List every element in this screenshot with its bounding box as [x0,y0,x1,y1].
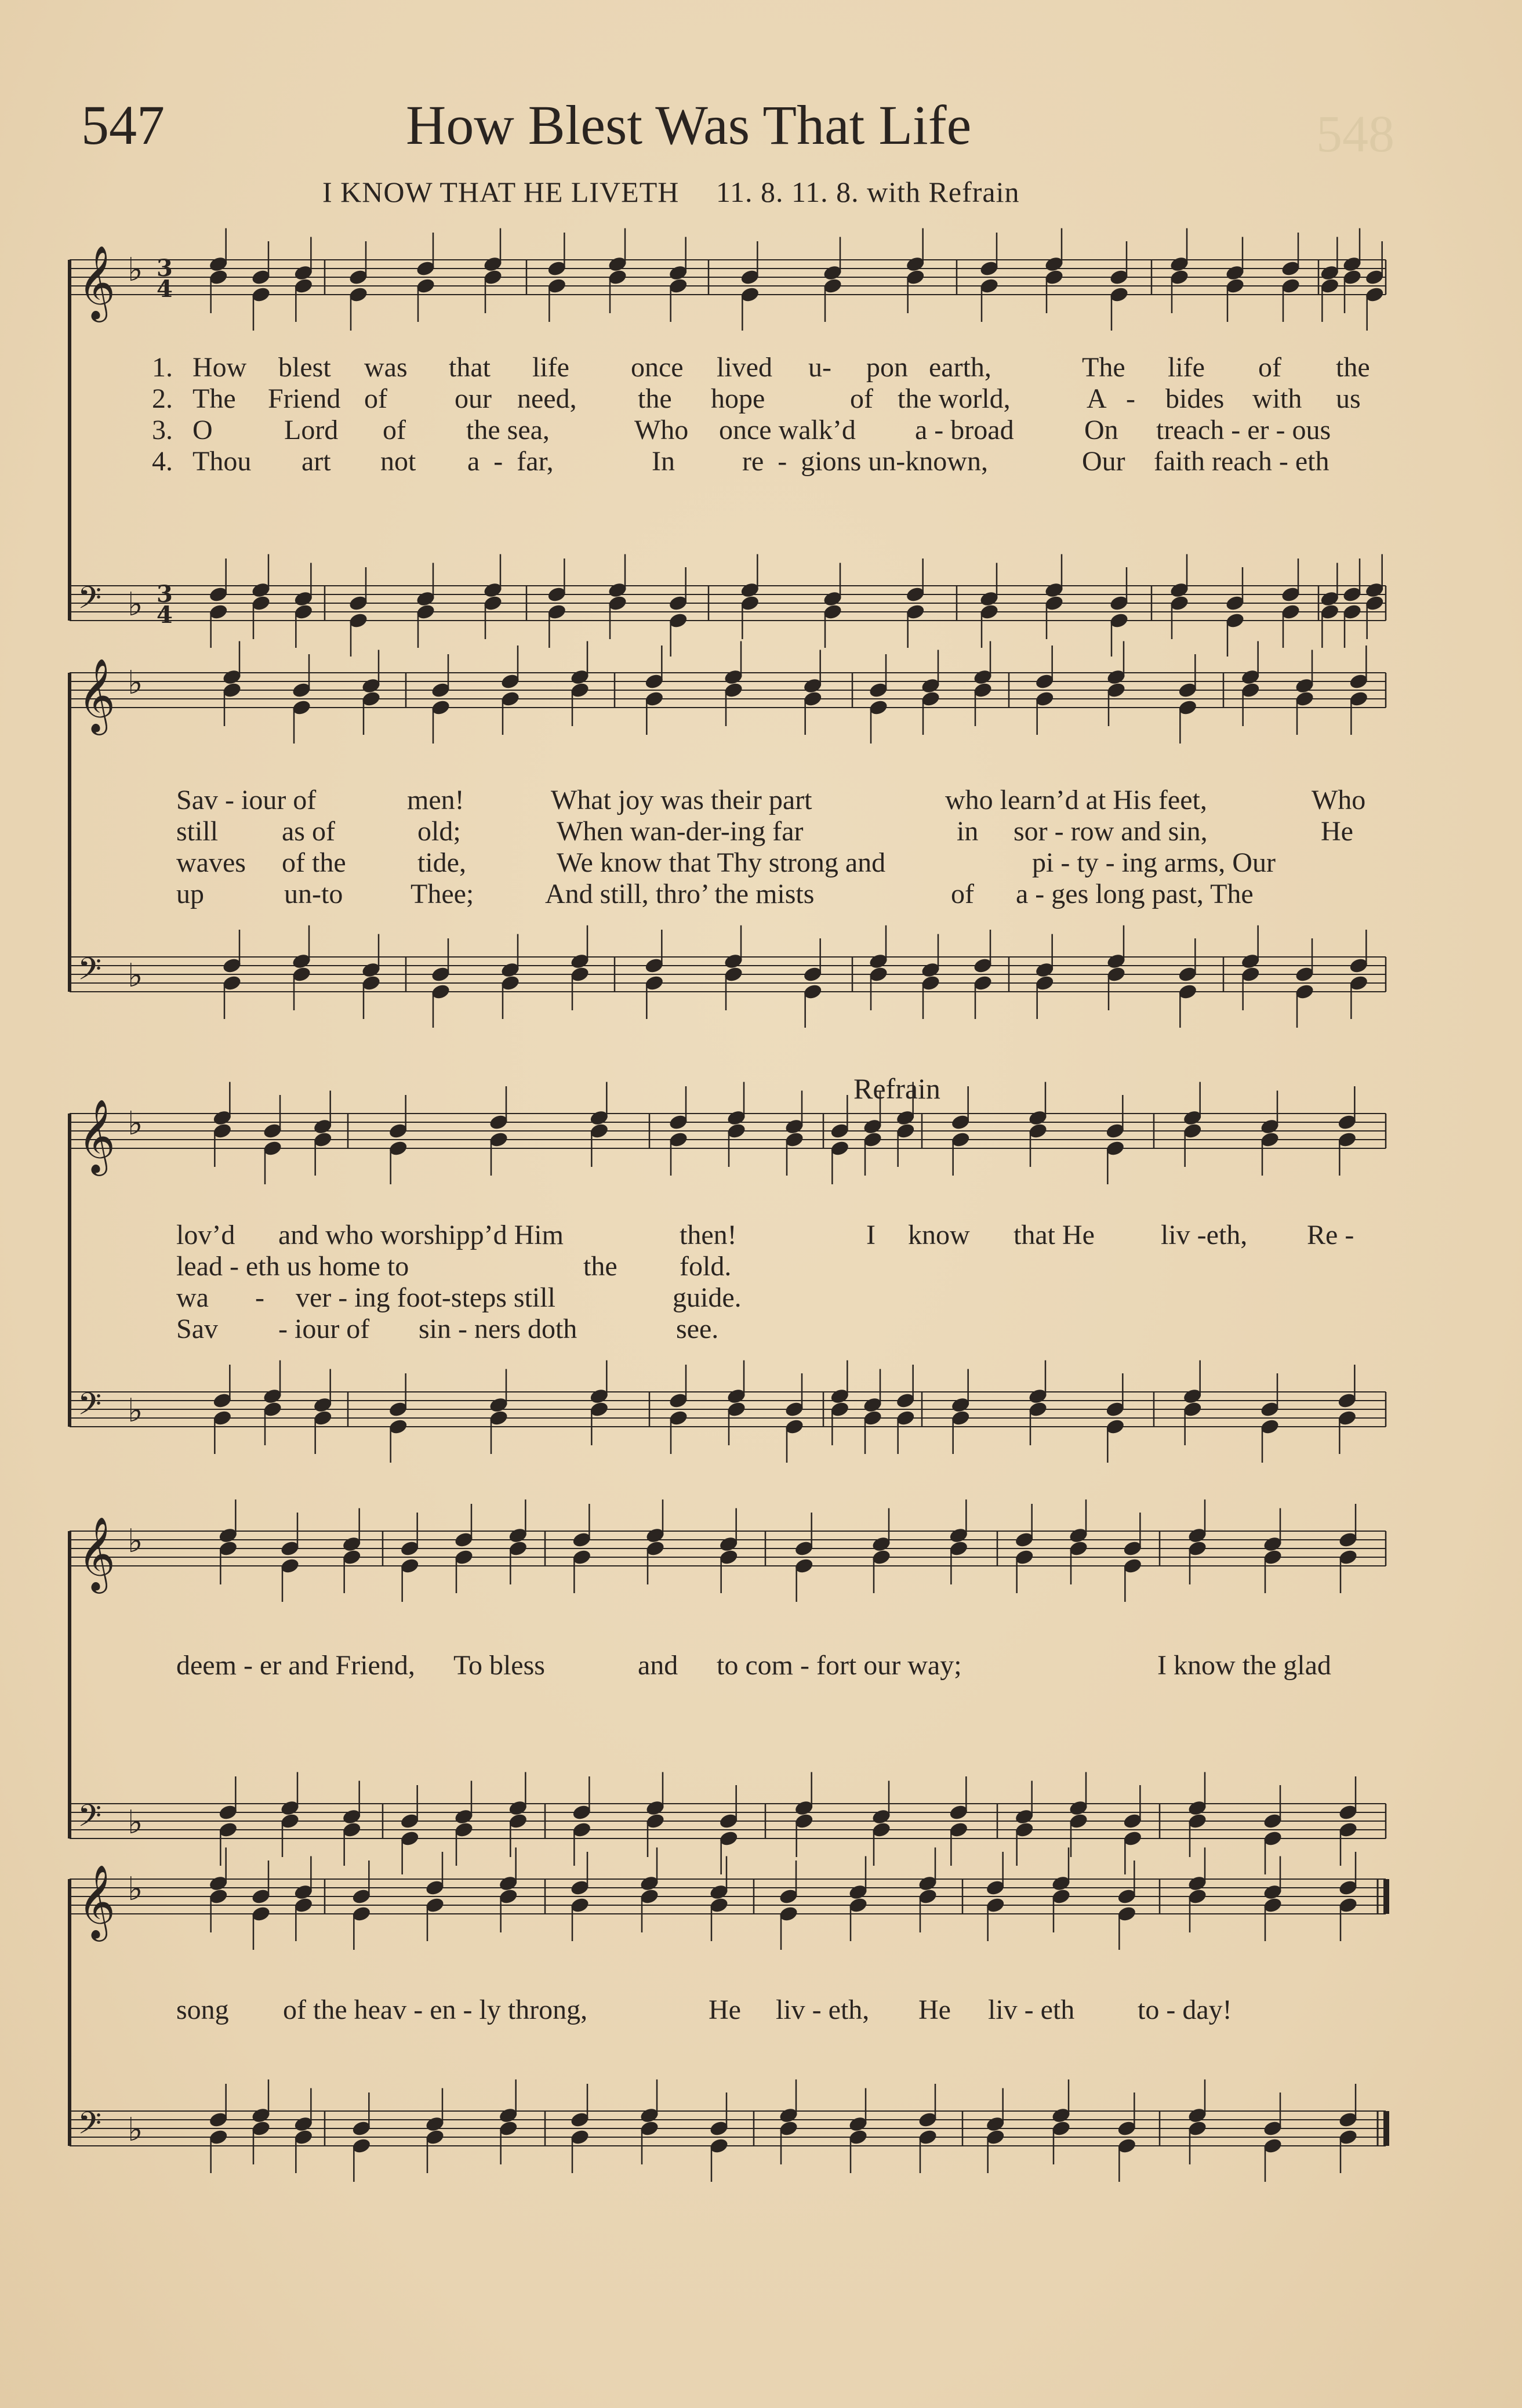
lyric: lead - eth us home to [176,1251,409,1282]
lyric: the sea, [466,415,550,445]
lyric: - [1126,383,1135,414]
lyric: need, [517,383,577,414]
verse-4-line-3 [0,1313,1522,1348]
lyric: a - ges long past, The [1016,879,1254,909]
meter: 11. 8. 11. 8. with Refrain [715,176,1020,208]
lyric: We know that Thy strong and [557,847,886,878]
lyric: art [302,446,331,477]
lyric: once [631,352,684,383]
lyric: the [638,383,672,414]
lyric: - iour of [278,1314,370,1344]
refrain-line-1 [0,1649,1522,1684]
verse-number: 1. [152,352,173,383]
bass-clef-icon: 𝄢 [78,952,102,995]
lyric: liv -eth, [1161,1220,1248,1250]
verse-1-line-2 [0,784,1522,819]
lyric: not [380,446,416,477]
lyric: A [1087,383,1107,414]
lyric: Re - [1307,1220,1354,1250]
treble-clef-icon: 𝄞 [78,1864,116,1938]
lyric: see. [676,1314,719,1344]
lyric: the world, [898,383,1011,414]
flat-sign-icon: ♭ [128,957,143,995]
bass-staff [70,554,1386,657]
lyric: was [364,352,408,383]
lyric: And still, thro’ the mists [545,879,815,909]
time-signature-bottom: 4 [157,601,173,629]
lyric: wa [176,1282,209,1313]
note-heads [221,641,1369,744]
lyric: and who worshipp’d Him [278,1220,564,1250]
lyric: guide. [673,1282,742,1313]
lyric: I [866,1220,876,1250]
treble-clef-icon: 𝄞 [78,1098,116,1173]
hymn-title: How Blest Was That Life [406,94,972,156]
lyric: up [176,879,204,909]
lyric: un-to [284,879,343,909]
lyric: that [449,352,491,383]
bass-clef-icon: 𝄢 [78,1798,102,1841]
verse-1-line-1 [0,351,1522,386]
lyric: What joy was their part [551,785,812,815]
lyric: pi - ty - ing arms, Our [1032,847,1276,878]
lyric: When wan-der-ing far [557,816,804,847]
flat-sign-icon: ♭ [128,1392,143,1430]
note-heads [221,926,1369,1028]
lyric: of the [282,847,346,878]
note-heads [217,1772,1358,1875]
lyric: of [1258,352,1281,383]
lyric: waves [176,847,246,878]
lyric: He [918,1994,951,2025]
lyric: men! [407,785,464,815]
lyric: re - gions un-known, [742,446,988,477]
lyric: our [455,383,492,414]
flat-sign-icon: ♭ [128,251,143,289]
lyric: The [192,383,236,414]
lyric: Sav - iour of [176,785,317,815]
hymn-number: 547 [81,94,165,156]
bass-staff [70,1361,1386,1463]
time-signature-bottom: 4 [157,275,173,303]
lyric: Who [1312,785,1366,815]
lyric: In [652,446,675,477]
lyric: Sav [176,1314,218,1344]
bass-staff [70,926,1386,1028]
flat-sign-icon: ♭ [128,1870,143,1908]
lyric: the [1336,352,1370,383]
verse-number: 4. [152,446,173,477]
lyric: Lord [284,415,339,445]
flat-sign-icon: ♭ [128,2111,143,2149]
flat-sign-icon: ♭ [128,1804,143,1841]
lyric: as of [282,816,335,847]
note-heads [208,1848,1358,1950]
lyric: How [192,352,247,383]
lyric: tide, [417,847,466,878]
treble-clef-icon: 𝄞 [78,658,116,732]
verse-4-line-1 [0,445,1522,480]
treble-clef-icon: 𝄞 [78,1516,116,1590]
note-heads [208,2080,1358,2182]
lyric: still [176,816,219,847]
lyric: pon [866,352,908,383]
lyric: - [255,1282,264,1313]
verse-3-line-1 [0,414,1522,449]
bass-clef-icon: 𝄢 [78,2106,102,2149]
flat-sign-icon: ♭ [128,1522,143,1560]
treble-staff [70,1500,1386,1602]
lyric: of [951,879,974,909]
flat-sign-icon: ♭ [128,664,143,702]
verse-4-line-2 [0,878,1522,913]
lyric: us [1336,383,1361,414]
verse-number: 2. [152,383,173,414]
lyric: Our [1082,446,1125,477]
verse-3-line-3 [0,1282,1522,1317]
lyric: deem - er and Friend, [176,1650,415,1681]
lyric: Thee; [411,879,474,909]
bass-staff [70,1772,1386,1875]
refrain-label: Refrain [853,1072,940,1105]
time-signature-top: 3 [157,255,173,282]
lyric: He [1321,816,1353,847]
lyric: lived [717,352,772,383]
verse-2-line-1 [0,383,1522,418]
lyric: then! [680,1220,737,1250]
lyric: and [638,1650,678,1681]
note-heads [208,554,1385,657]
lyric: with [1252,383,1302,414]
lyric: ver - ing foot-steps still [296,1282,555,1313]
note-heads [212,1361,1357,1463]
lyric: earth, [929,352,991,383]
lyric: hope [711,383,765,414]
refrain-line-2 [0,1994,1522,2029]
bass-clef-icon: 𝄢 [78,581,102,623]
lyric: On [1084,415,1118,445]
verse-2-line-3 [0,1250,1522,1285]
lyric: The [1082,352,1125,383]
lyric: O [192,415,213,445]
lyric: life [532,352,569,383]
verse-1-line-3 [0,1219,1522,1254]
lyric: Who [634,415,689,445]
lyric: to com - fort our way; [717,1650,962,1681]
tune-name: I KNOW THAT HE LIVETH [322,176,680,208]
bass-clef-icon: 𝄢 [78,1387,102,1430]
verse-2-line-2 [0,815,1522,850]
lyric: sor - row and sin, [1014,816,1208,847]
lyric: of the heav - en - ly throng, [283,1994,588,2025]
lyric: know [908,1220,970,1250]
note-heads [208,229,1385,331]
bass-staff [70,2080,1389,2182]
lyric: treach - er - ous [1156,415,1331,445]
note-heads [212,1082,1357,1185]
lyric: of [383,415,406,445]
lyric: Friend [268,383,341,414]
lyric: who learn’d at His feet, [945,785,1207,815]
lyric: song [176,1994,229,2025]
lyric: liv - eth [988,1994,1075,2025]
bleed-through-number: 548 [1316,106,1394,163]
flat-sign-icon: ♭ [128,586,143,623]
time-signature-top: 3 [157,581,173,608]
lyric: of [364,383,387,414]
lyric: liv - eth, [776,1994,870,2025]
verse-3-line-2 [0,847,1522,882]
lyric: sin - ners doth [419,1314,577,1344]
treble-staff [70,641,1386,744]
lyric: old; [417,816,461,847]
lyric: of [850,383,873,414]
treble-staff [70,229,1386,331]
lyric: faith reach - eth [1154,446,1330,477]
lyric: To bless [453,1650,545,1681]
lyric: to - day! [1138,1994,1232,2025]
note-heads [217,1500,1358,1602]
treble-clef-icon: 𝄞 [78,245,116,319]
hymn-subtitle [322,175,1250,209]
verse-number: 3. [152,415,173,445]
lyric: I know the glad [1157,1650,1331,1681]
treble-staff [70,1848,1389,1950]
lyric: blest [278,352,331,383]
lyric: life [1168,352,1205,383]
lyric: He [709,1994,741,2025]
lyric: lov’d [176,1220,235,1250]
flat-sign-icon: ♭ [128,1105,143,1143]
lyric: fold. [680,1251,732,1282]
lyric: bides [1165,383,1225,414]
lyric: Thou [192,446,252,477]
lyric: a - far, [467,446,554,477]
lyric: u- [808,352,831,383]
lyric: once walk’d [719,415,856,445]
lyric: a - broad [915,415,1014,445]
lyric: the [583,1251,617,1282]
lyric: in [957,816,979,847]
treble-staff [70,1082,1386,1185]
lyric: that He [1014,1220,1095,1250]
